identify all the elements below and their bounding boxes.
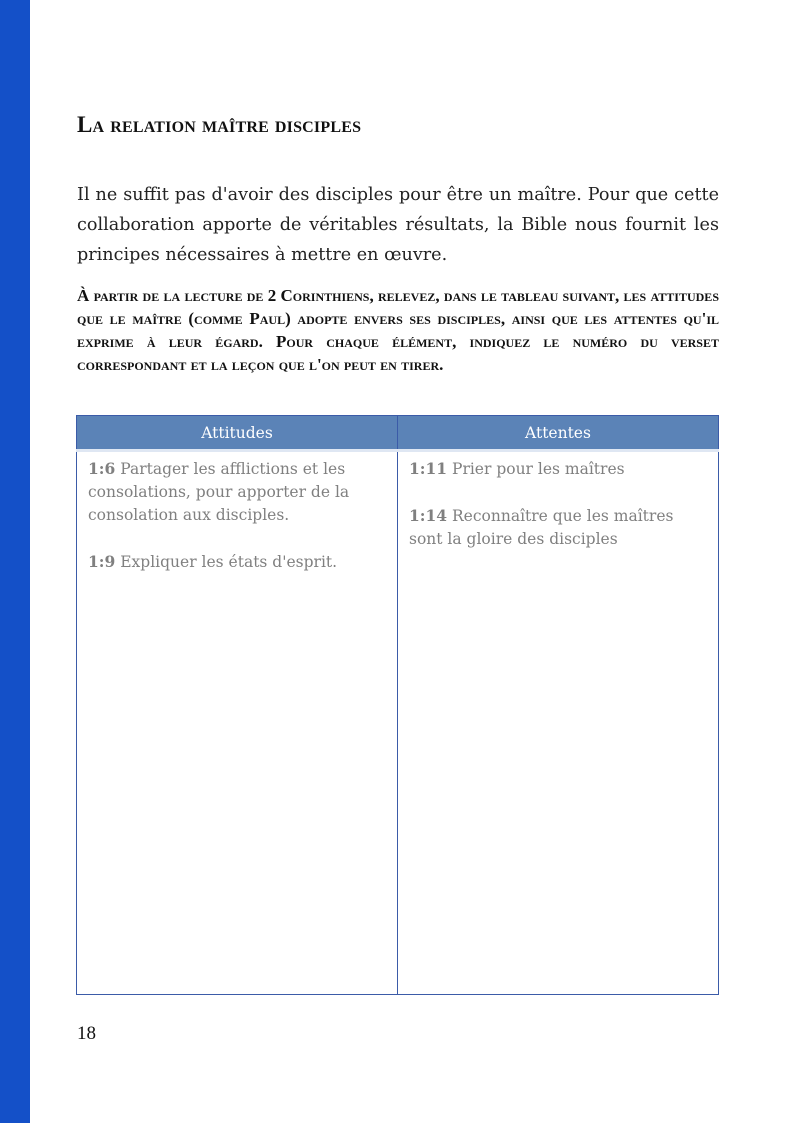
entry-text: Partager les afflictions et les consolations, pour apporter de la consolation aux disciples. xyxy=(88,460,350,524)
attente-entry xyxy=(409,504,708,551)
table-header-row xyxy=(77,416,719,451)
verse-ref: 1:6 xyxy=(88,459,116,478)
entry-text: Prier pour les maîtres xyxy=(452,460,625,478)
page-number: 18 xyxy=(77,1023,96,1044)
section-title: La relation maître disciples xyxy=(77,112,362,137)
attitudes-cell[interactable] xyxy=(77,451,398,995)
entry-text: Reconnaître que les maîtres sont la gloire des disciples xyxy=(409,507,674,548)
verse-ref: 1:14 xyxy=(409,506,448,525)
column-header-attitudes: Attitudes xyxy=(77,416,398,451)
verse-ref: 1:11 xyxy=(409,459,448,478)
intro-paragraph: Il ne suffit pas d'avoir des disciples pour être un maître. Pour que cette collaboration apporte de véritables résultats, la Bible nous fournit les principes nécessaires à mettre en œuvre. xyxy=(77,185,719,265)
attitude-entry xyxy=(88,550,387,574)
attitude-entry xyxy=(88,457,387,527)
attente-entry xyxy=(409,457,708,481)
attitudes-attentes-table xyxy=(76,415,719,995)
table-row xyxy=(77,451,719,995)
column-header-attentes: Attentes xyxy=(398,416,719,451)
attentes-cell[interactable] xyxy=(398,451,719,995)
verse-ref: 1:9 xyxy=(88,552,116,571)
entry-text: Expliquer les états d'esprit. xyxy=(120,553,338,571)
instruction-paragraph: À partir de la lecture de 2 Corinthiens, relevez, dans le tableau suivant, les attitudes que le maître (comme Paul) adopte envers ses disciples, ainsi que les attentes qu'il exprime à leur égard. Pour chaque élément, indiquez le numéro du verset correspondant et la leçon que l'on peut en tirer. xyxy=(77,286,719,374)
side-color-bar xyxy=(0,0,30,1123)
